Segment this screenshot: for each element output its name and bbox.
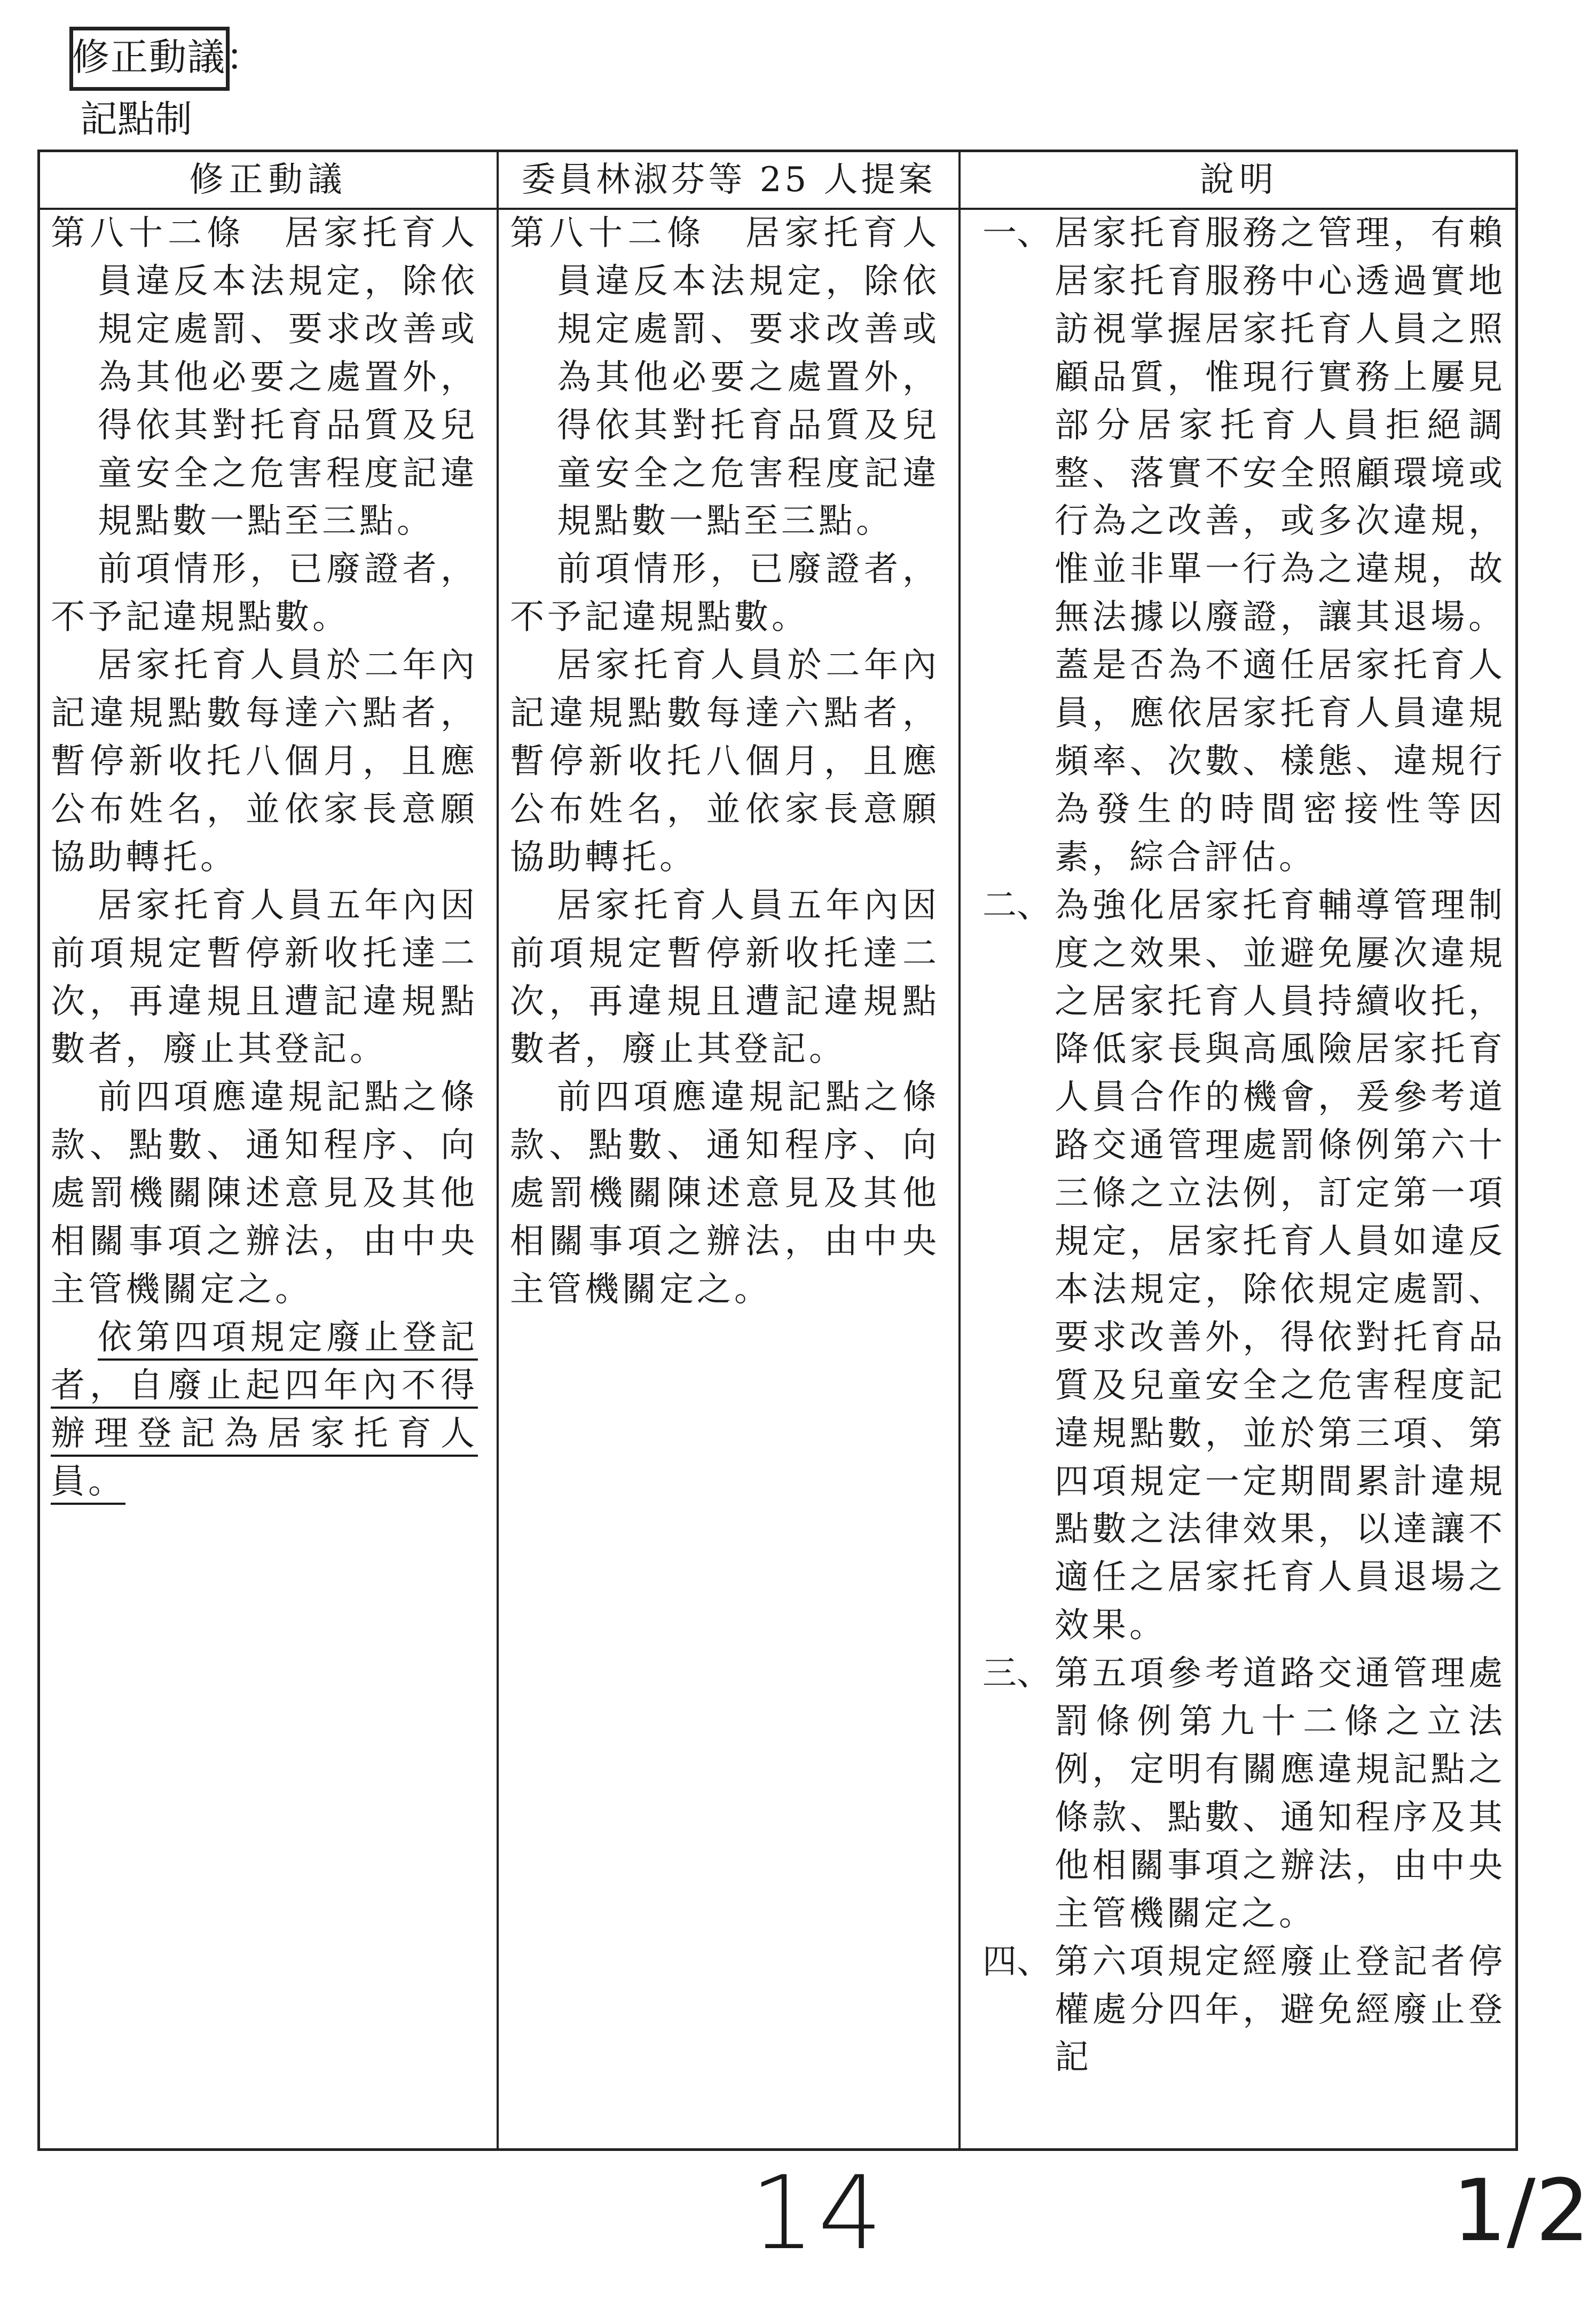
header-amendment: 修正動議 [189, 160, 348, 200]
amendment-new-paragraph [51, 1314, 478, 1506]
proposal-paragraph: 前項情形，已廢證者，不予記違規點數。 [510, 549, 940, 638]
page-subtitle: 記點制 [80, 97, 192, 141]
amendment-article: 第八十二條 居家托育人員違反本法規定，除依規定處罰、要求改善或為其他必要之處置外，得依其對托育品質及兒童安全之危害程度記違規點數一點至三點。 [51, 214, 478, 541]
proposal-paragraph: 居家托育人員五年內因前項規定暫停新收托達二次，再違規且遭記違規點數者，廢止其登記。 [510, 885, 940, 1070]
proposal-paragraph: 居家托育人員於二年內記違規點數每達六點者，暫停新收托八個月，且應公布姓名，並依家長意願協助轉托。 [510, 646, 940, 877]
item-number: 四、 [982, 1942, 1051, 1982]
proposal-column [510, 208, 940, 2148]
item-number: 三、 [982, 1654, 1051, 1694]
item-number: 二、 [982, 885, 1051, 925]
page-title: 修正動議： [72, 35, 264, 79]
item-text: 居家托育服務之管理，有賴居家托育服務中心透過實地訪視掌握居家托育人員之照顧品質，惟現行實務上屢見部分居家托育人員拒絕調整、落實不安全照顧環境或行為之改善，或多次違規，惟並非單一行為之違規，故無法據以廢證，讓其退場。蓋是否為不適任居家托育人員，應依居家托育人員違規頻率、次數、樣態、違規行為發生的時間密接性等因素，綜合評估。 [1055, 214, 1506, 877]
sheet-mark: 1/2 [1452, 2161, 1590, 2260]
explanation-item [972, 1938, 1506, 2083]
header-proposal: 委員林淑芬等 25 人提案 [521, 160, 936, 200]
amendment-column [51, 208, 478, 2148]
amendment-paragraph: 居家托育人員於二年內記違規點數每達六點者，暫停新收托八個月，且應公布姓名，並依家長意願協助轉托。 [51, 646, 478, 877]
item-text: 第五項參考道路交通管理處罰條例第九十二條之立法例，定明有關應違規記點之條款、點數、通知程序及其他相關事項之辦法，由中央主管機關定之。 [1055, 1654, 1506, 1934]
column-divider [958, 152, 961, 2148]
explanation-item [972, 1650, 1506, 1938]
proposal-article: 第八十二條 居家托育人員違反本法規定，除依規定處罰、要求改善或為其他必要之處置外，得依其對托育品質及兒童安全之危害程度記違規點數一點至三點。 [510, 214, 940, 541]
item-text: 第六項規定經廢止登記者停權處分四年，避免經廢止登記 [1055, 1942, 1506, 2078]
item-number: 一、 [982, 214, 1051, 253]
amendment-paragraph: 前項情形，已廢證者，不予記違規點數。 [51, 549, 478, 638]
amendment-paragraph: 居家托育人員五年內因前項規定暫停新收托達二次，再違規且遭記違規點數者，廢止其登記。 [51, 885, 478, 1070]
explanation-column [972, 208, 1506, 2148]
underlined-text: 依第四項規定廢止登記者，自廢止起四年內不得辦理登記為居家托育人員。 [51, 1317, 478, 1502]
amendment-paragraph: 前四項應違規記點之條款、點數、通知程序、向處罰機關陳述意見及其他相關事項之辦法，由中央主管機關定之。 [51, 1078, 478, 1309]
explanation-item [972, 882, 1506, 1651]
comparison-table [37, 150, 1518, 2151]
proposal-paragraph: 前四項應違規記點之條款、點數、通知程序、向處罰機關陳述意見及其他相關事項之辦法，由中央主管機關定之。 [510, 1078, 940, 1309]
item-text: 為強化居家托育輔導管理制度之效果、並避免屢次違規之居家托育人員持續收托，降低家長與高風險居家托育人員合作的機會，爰參考道路交通管理處罰條例第六十三條之立法例，訂定第一項規定，居家托育人員如違反本法規定，除依規定處罰、要求改善外，得依對托育品質及兒童安全之危害程度記違規點數，並於第三項、第四項規定一定期間累計違規點數之法律效果，以達讓不適任之居家托育人員退場之效果。 [1055, 885, 1506, 1646]
header-explanation: 說明 [1200, 160, 1279, 200]
explanation-item [972, 210, 1506, 882]
column-divider [497, 152, 499, 2148]
page-number: 14 [750, 2154, 886, 2272]
